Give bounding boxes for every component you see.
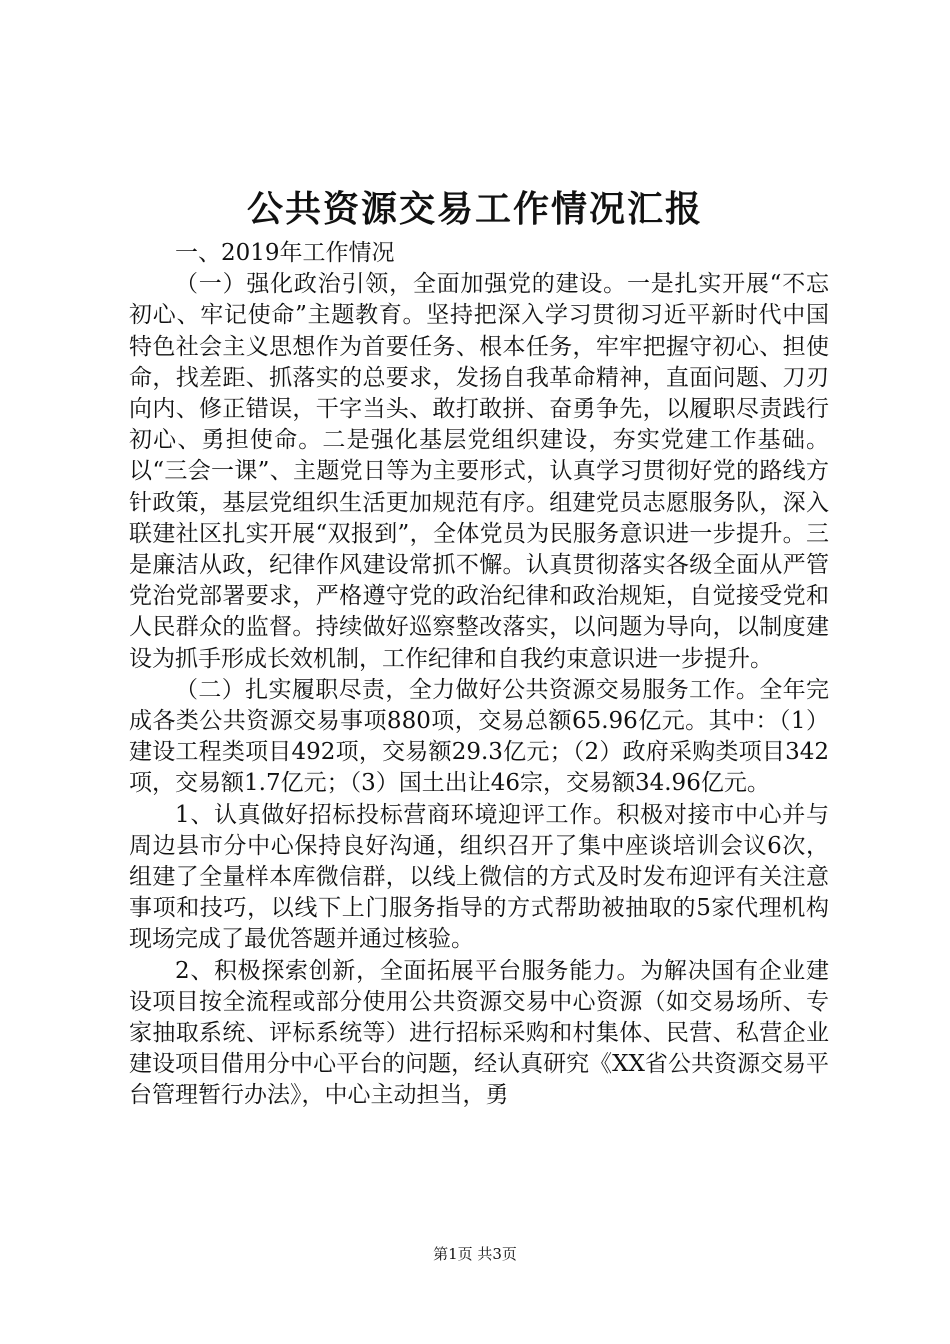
- document-body: [129, 238, 829, 1112]
- paragraph: （一）强化政治引领，全面加强党的建设。一是扎实开展“不忘初心、牢记使命”主题教育。坚持把深入学习贯彻习近平新时代中国特色社会主义思想作为首要任务、根本任务，牢牢把握守初心、担使命，找差距、抓落实的总要求，发扬自我革命精神，直面问题、刀刃向内、修正错误，干字当头、敢打敢拼、奋勇争先，以履职尽责践行初心、勇担使命。二是强化基层党组织建设，夯实党建工作基础。以“三会一课”、主题党日等为主要形式，认真学习贯彻好党的路线方针政策，基层党组织生活更加规范有序。组建党员志愿服务队，深入联建社区扎实开展“双报到”，全体党员为民服务意识进一步提升。三是廉洁从政，纪律作风建设常抓不懈。认真贯彻落实各级全面从严管党治党部署要求，严格遵守党的政治纪律和政治规矩，自觉接受党和人民群众的监督。持续做好巡察整改落实，以问题为导向，以制度建设为抓手形成长效机制，工作纪律和自我约束意识进一步提升。: [129, 271, 829, 672]
- page-number: 第1页 共3页: [433, 1245, 517, 1263]
- paragraph: （二）扎实履职尽责，全力做好公共资源交易服务工作。全年完成各类公共资源交易事项880项，交易总额65.96亿元。其中：（1）建设工程类项目492项，交易额29.3亿元；（2）政府采购类项目342项，交易额1.7亿元；（3）国土出让46宗，交易额34.96亿元。: [129, 676, 829, 797]
- paragraph: 1、认真做好招标投标营商环境迎评工作。积极对接市中心并与周边县市分中心保持良好沟通，组织召开了集中座谈培训会议6次，组建了全量样本库微信群，以线上微信的方式及时发布迎评有关注意事项和技巧，以线下上门服务指导的方式帮助被抽取的5家代理机构现场完成了最优答题并通过核验。: [129, 801, 829, 953]
- section-heading: 一、2019年工作情况: [175, 240, 395, 266]
- paragraph: 2、积极探索创新，全面拓展平台服务能力。为解决国有企业建设项目按全流程或部分使用公共资源交易中心资源（如交易场所、专家抽取系统、评标系统等）进行招标采购和村集体、民营、私营企业建设项目借用分中心平台的问题，经认真研究《XX省公共资源交易平台管理暂行办法》，中心主动担当，勇: [129, 957, 829, 1109]
- document-title: 公共资源交易工作情况汇报: [246, 189, 703, 230]
